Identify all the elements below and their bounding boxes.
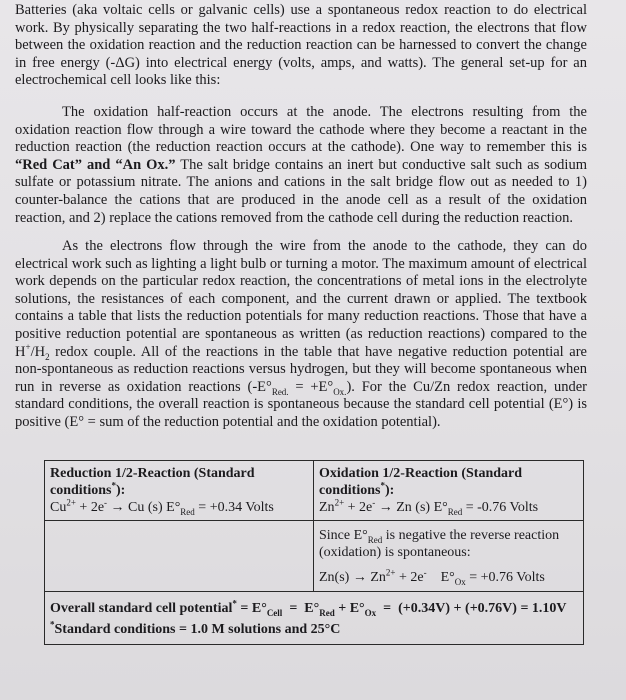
blank-cell [45,521,314,592]
standard-conditions-footnote [50,621,578,638]
subscript: Red [447,506,463,517]
text: As the electrons flow through the wire from the anode to the cathode, they can do electrical work such as lighting a light bulb or turning a motor. The maximum amount of electrical work depends on the particular redox reaction, the concentrations of metal ions in the electrolyte solutions, the resistances of each component, and the current drawn or applied. The textbook contains a table that lists the reduction potentials for many reduction reactions. Those that have a positive reduction potential are spontaneous as written (as reduction reactions) compared to the H [15,238,587,360]
text: redox couple. All of the reactions in the table that have negative reduction potential are non-spontaneous as reduction reactions versus hydrogen, but they will become spontaneous when run in reverse as oxidation reactions (-E° [15,343,587,395]
overall-potential-cell [45,592,584,645]
subscript: Red [367,534,383,545]
text: The salt bridge contains an inert but conductive salt such as sodium sulfate or potassium nitrate. The anions and cations in the salt bridge flow out as needed to 1) counter-balance the cations that are produced in the anode cell as a result of the oxidation reaction, and 2) replace the cations removed from the cathode cell during the reduction reaction. [15,156,587,226]
text: + 2e [75,500,105,515]
superscript: * [111,480,116,491]
oxidation-header [319,465,578,499]
zinc-reduction-reaction [319,499,578,516]
subscript: Ox. [333,386,347,397]
subscript: Red [319,607,335,618]
text: Standard conditions = 1.0 M solutions and 25°C [54,622,341,637]
zinc-oxidation-reaction [319,569,578,586]
superscript: - [423,567,427,578]
copper-reduction-reaction [50,499,308,516]
text: ). For the Cu/Zn redox reaction, under standard conditions, the overall reaction is spontaneous because the standard cell potential (E°) is positive (E° = sum of the reduction potential and the oxidation potential). [15,378,587,430]
text: + 2e [344,500,373,515]
overall-cell-potential [50,600,578,617]
reduction-cell [45,461,314,521]
since-negative-note [319,527,578,561]
electrical-work-paragraph [15,238,587,432]
text: Zn(s) → Zn [319,570,386,585]
text: = (+0.34V) + (+0.76V) = 1.10V [376,601,567,616]
superscript: - [104,497,108,508]
text: + 2e [395,570,424,585]
text: Reduction 1/2-Reaction (Standard conditions [50,466,255,498]
an-ox-mnemonic: “An Ox.” [115,156,176,173]
superscript: - [372,497,376,508]
text: = +E° [288,378,334,395]
superscript: 2+ [334,497,345,508]
text: ): [115,483,126,498]
text: Zn [319,500,335,515]
superscript: 2+ [385,567,396,578]
text: = E° [236,601,267,616]
text: ): [384,483,395,498]
subscript: Red [180,506,195,517]
text: is negative the reverse reaction (oxidation) is spontaneous: [319,528,560,560]
red-cat-mnemonic: “Red Cat” [15,156,83,173]
text: Cu [50,500,67,515]
superscript: * [380,480,385,491]
superscript: * [50,619,55,630]
text: E° [426,570,455,585]
text: = +0.34 Volts [194,500,274,515]
text: Overall standard cell potential [50,601,233,616]
text: → Cu (s) E° [107,500,181,515]
subscript: Cell [266,607,283,618]
superscript: + [25,341,31,352]
text: = -0.76 Volts [462,500,539,515]
text: = +0.76 Volts [465,570,545,585]
subscript: Ox [364,607,377,618]
superscript: * [232,598,237,609]
text: Since E° [319,528,368,543]
oxidation-cell [314,461,584,521]
half-reaction-table [44,460,584,645]
text: The oxidation half-reaction occurs at the anode. The electrons resulting from the oxidation reaction flow through a wire toward the cathode where they become a reactant in the reduction reaction (the reduction reaction occurs at the cathode). One way to remember this is [15,104,587,156]
reduction-header [50,465,308,499]
and-word: and [82,156,116,173]
text: Oxidation 1/2-Reaction (Standard conditions [319,466,523,498]
intro-paragraph: Batteries (aka voltaic cells or galvanic cells) use a spontaneous redox reaction to do electrical work. By physically separating the two half-reactions in a redox reaction, the electrons that flow between the oxidation reaction and the reduction reaction can be harnessed to convert the change in free energy (-ΔG) into electrical energy (volts, amps, and watts). The general set-up for an electrochemical cell looks like this: [15,2,587,89]
text: + E° [334,601,365,616]
subscript: Red. [271,386,289,397]
superscript: 2+ [66,497,76,508]
subscript: 2 [45,351,50,362]
oxidation-explanation-cell [314,521,584,592]
text: /H [30,343,46,360]
text: = E° [282,601,320,616]
text: → Zn (s) E° [375,500,448,515]
subscript: Ox [454,576,466,587]
anode-cathode-paragraph [15,104,587,227]
